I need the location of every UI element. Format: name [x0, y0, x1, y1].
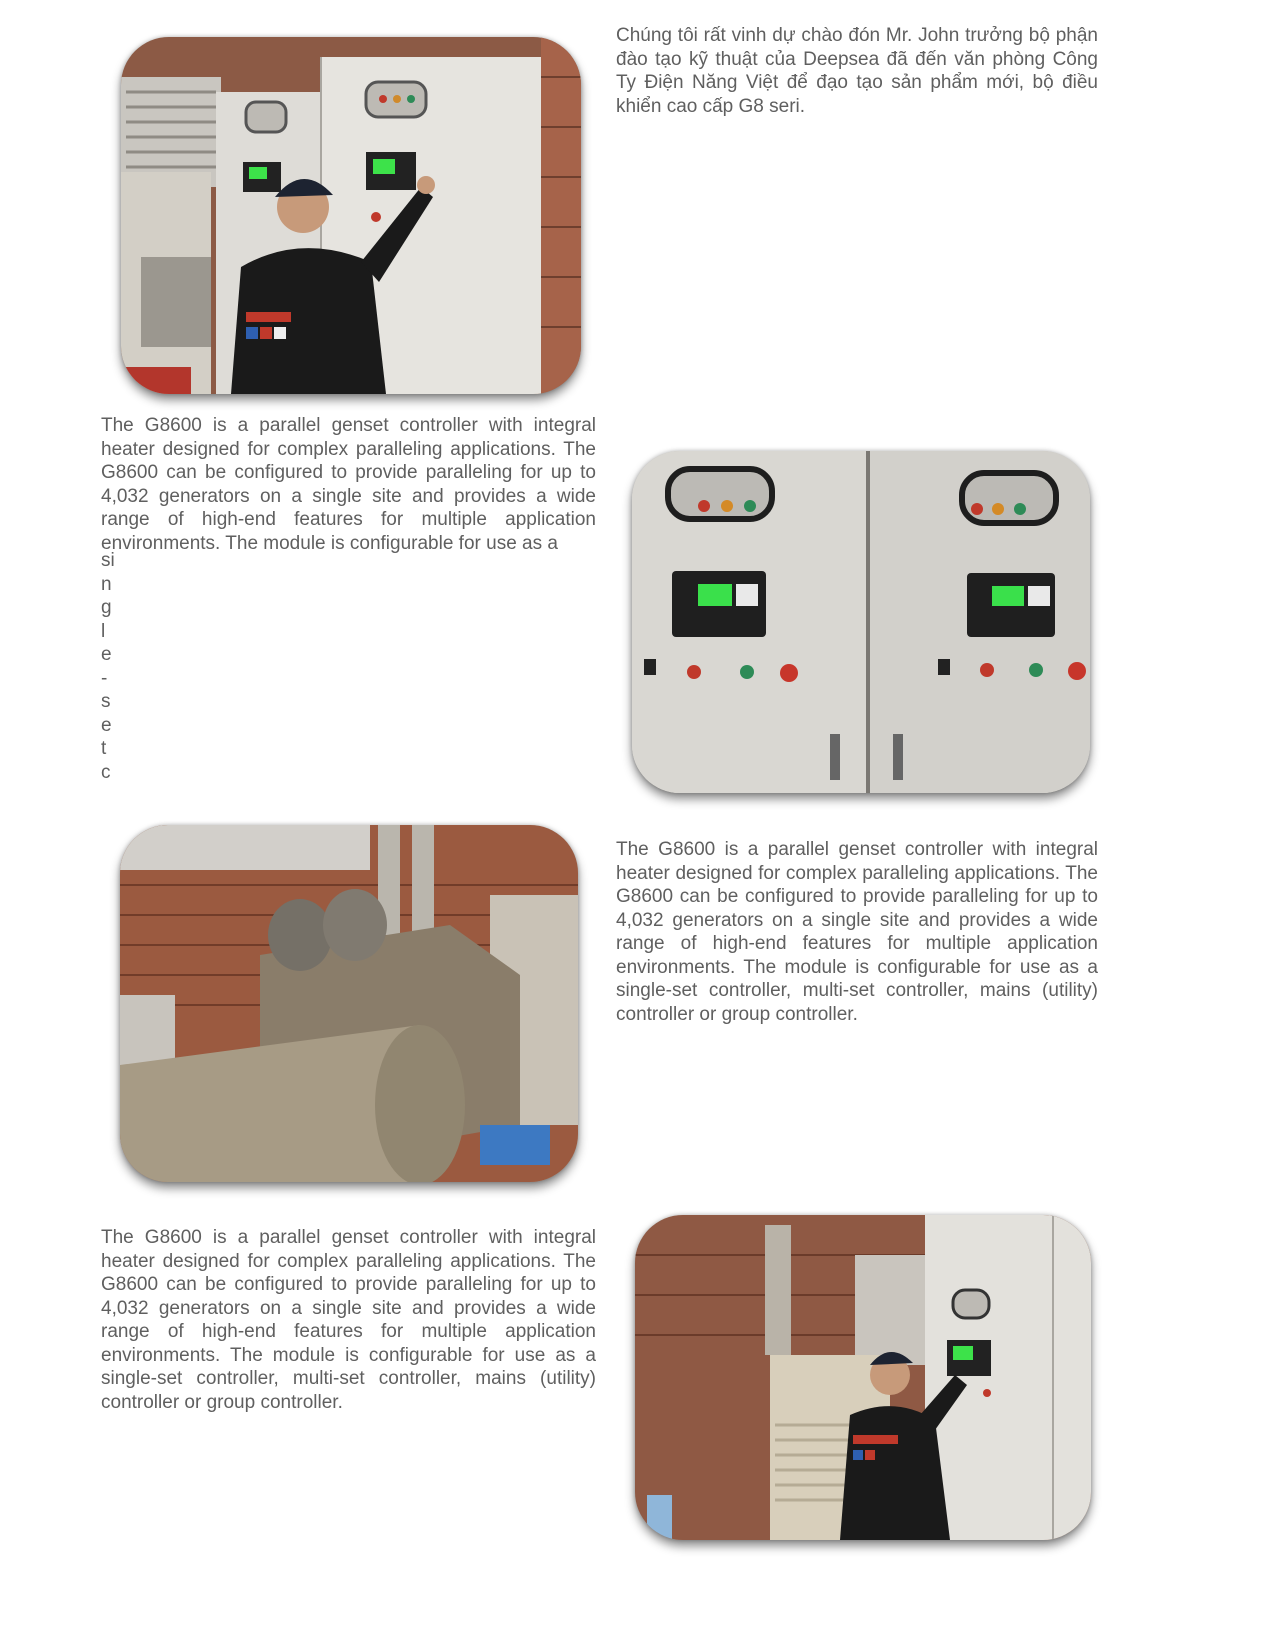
intro-paragraph: Chúng tôi rất vinh dự chào đón Mr. John trưởng bộ phận đào tạo kỹ thuật của Deepsea đã đến văn phòng Công Ty Điện Năng Việt để đạo tạo sản phẩm mới, bộ điều khiển cao cấp G8 seri.: [616, 25, 1098, 117]
photo-control-cabinets: [632, 451, 1090, 793]
block-2-paragraph: The G8600 is a parallel genset controller with integral heater designed for complex paralleling applications. The G8600 can be configured to provide paralleling for up to 4,032 generators on a single site and provides a wide range of high-end features for multiple application environments. The module is configurable for use as a single-set controller, multi-set controller, mains (utility) controller or group controller.: [616, 839, 1098, 1025]
block-1-paragraph: The G8600 is a parallel genset controller with integral heater designed for complex paralleling applications. The G8600 can be configured to provide paralleling for up to 4,032 generators on a single site and provides a wide range of high-end features for multiple application environments. The module is configurable for use as a: [101, 415, 596, 554]
photo-technician-panel: [121, 37, 581, 394]
block-1-vertical-letters: single-set c: [101, 550, 115, 783]
photo-generator-set: [120, 825, 578, 1182]
photo-technician-generator: [635, 1215, 1091, 1540]
block-3-paragraph: The G8600 is a parallel genset controller with integral heater designed for complex paralleling applications. The G8600 can be configured to provide paralleling for up to 4,032 generators on a single site and provides a wide range of high-end features for multiple application environments. The module is configurable for use as a single-set controller, multi-set controller, mains (utility) controller or group controller.: [101, 1227, 596, 1413]
